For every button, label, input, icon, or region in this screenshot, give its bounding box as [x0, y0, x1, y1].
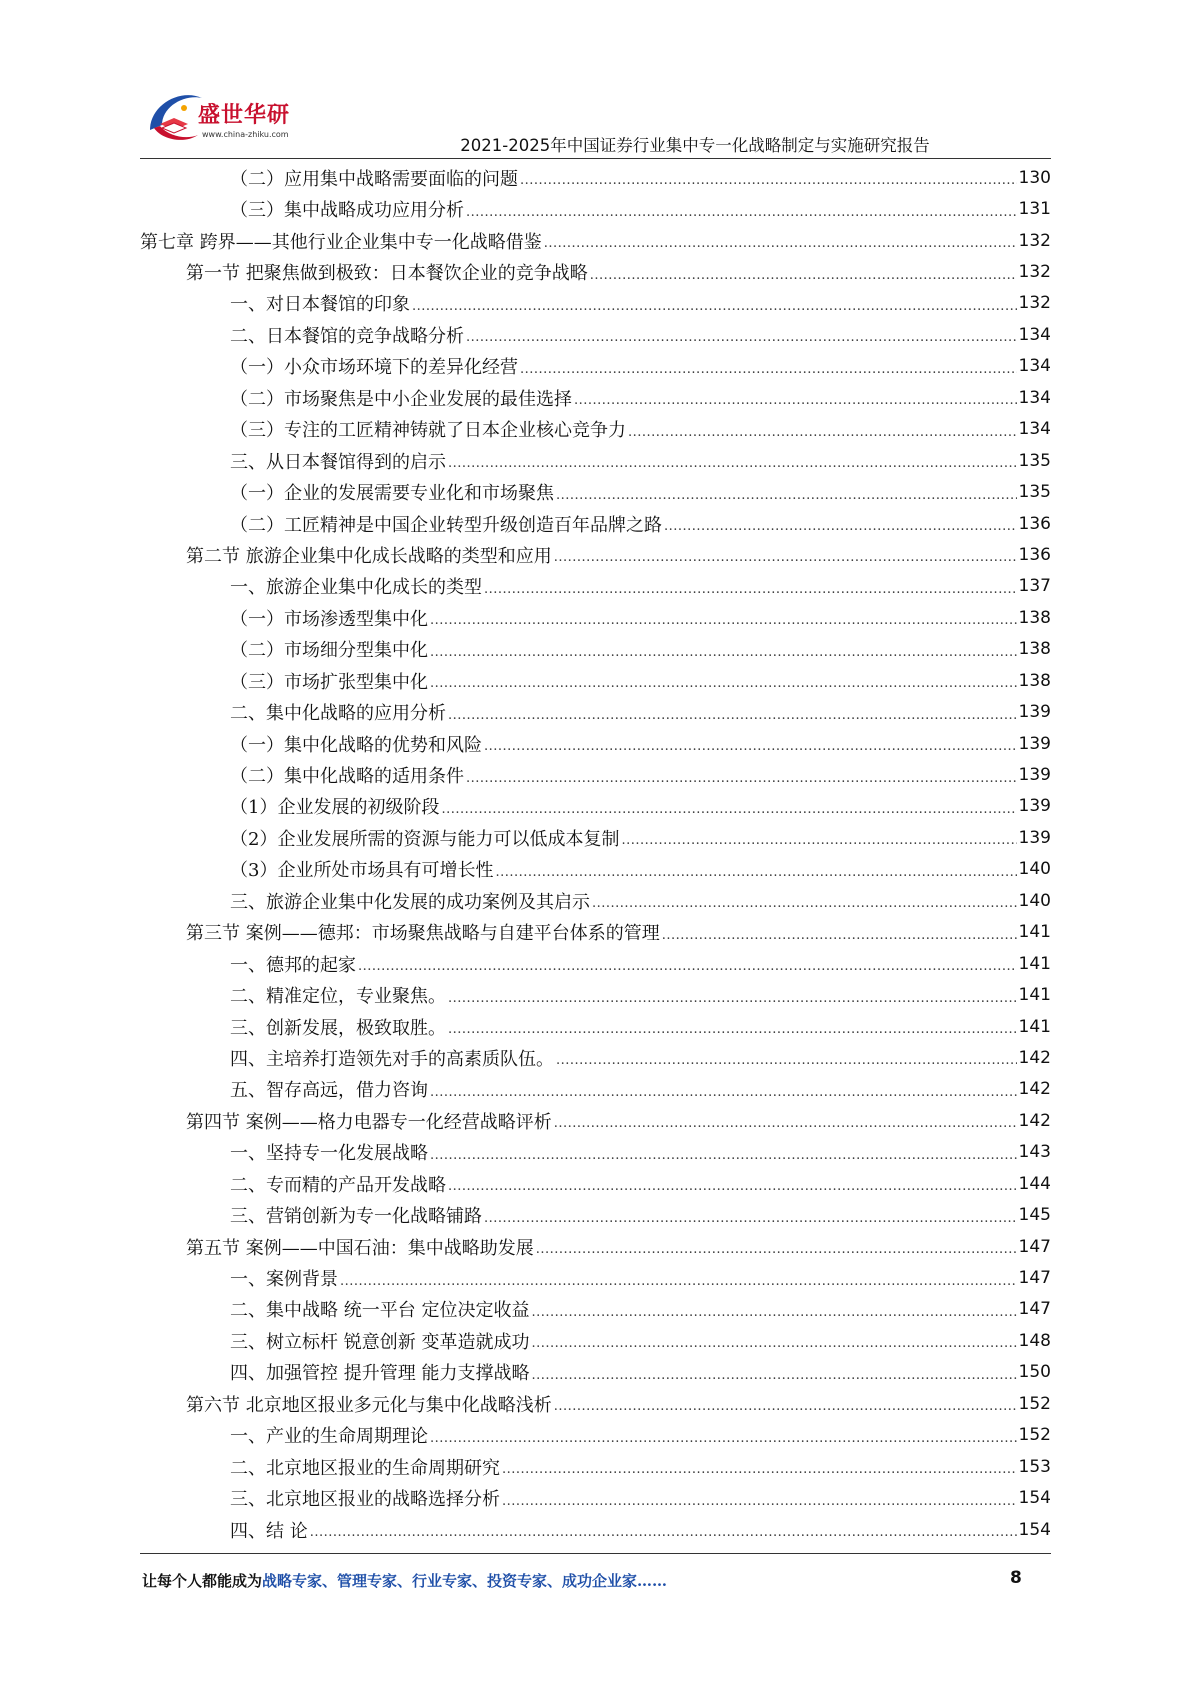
toc-entry-page: 150 — [1018, 1362, 1051, 1383]
toc-entry[interactable] — [140, 696, 1051, 727]
toc-leader-dots — [556, 488, 1017, 503]
toc-entry-page: 142 — [1018, 1110, 1051, 1131]
toc-entry[interactable] — [140, 602, 1051, 633]
toc-leader-dots — [310, 1525, 1017, 1540]
toc-leader-dots — [430, 1085, 1017, 1100]
toc-entry-page: 139 — [1018, 702, 1051, 723]
toc-entry-title: （一）市场渗透型集中化 — [230, 608, 428, 630]
toc-entry[interactable] — [140, 1074, 1051, 1105]
toc-entry-title: （三）市场扩张型集中化 — [230, 671, 428, 693]
toc-leader-dots — [448, 708, 1017, 723]
toc-entry-title: （三）集中战略成功应用分析 — [230, 200, 464, 222]
toc-entry-page: 147 — [1018, 1236, 1051, 1257]
toc-entry-title: （2）企业发展所需的资源与能力可以低成本复制 — [230, 828, 620, 850]
toc-entry-title: 一、案例背景 — [230, 1269, 338, 1291]
toc-leader-dots — [621, 833, 1016, 848]
toc-entry-page: 134 — [1018, 356, 1051, 377]
toc-leader-dots — [664, 519, 1017, 534]
toc-entry-page: 139 — [1018, 827, 1051, 848]
toc-entry[interactable] — [140, 445, 1051, 476]
toc-entry-title: 一、产业的生命周期理论 — [230, 1426, 428, 1448]
toc-entry[interactable] — [140, 1357, 1051, 1388]
toc-entry-page: 140 — [1018, 890, 1051, 911]
toc-entry[interactable] — [140, 822, 1051, 853]
toc-entry-page: 136 — [1018, 544, 1051, 565]
toc-entry-title: 四、加强管控 提升管理 能力支撑战略 — [230, 1363, 530, 1385]
toc-entry-page: 139 — [1018, 733, 1051, 754]
toc-entry[interactable] — [140, 634, 1051, 665]
toc-entry[interactable] — [140, 979, 1051, 1010]
toc-entry-page: 152 — [1018, 1425, 1051, 1446]
toc-entry[interactable] — [140, 854, 1051, 885]
toc-leader-dots — [466, 330, 1017, 345]
toc-entry-title: 三、创新发展，极致取胜。 — [230, 1017, 446, 1039]
toc-entry-title: 第一节 把聚焦做到极致：日本餐饮企业的竞争战略 — [186, 263, 588, 285]
toc-entry[interactable] — [140, 759, 1051, 790]
toc-entry-page: 141 — [1018, 922, 1051, 943]
toc-entry-title: 三、北京地区报业的战略选择分析 — [230, 1489, 500, 1511]
toc-entry-page: 145 — [1018, 1205, 1051, 1226]
toc-entry[interactable] — [140, 1388, 1051, 1419]
toc-entry[interactable] — [140, 791, 1051, 822]
toc-leader-dots — [430, 1431, 1017, 1446]
toc-entry-page: 132 — [1018, 293, 1051, 314]
toc-entry-title: 第七章 跨界——其他行业企业集中专一化战略借鉴 — [140, 231, 542, 253]
toc-entry-title: 五、智存高远，借力咨询 — [230, 1080, 428, 1102]
toc-entry-title: （一）集中化战略的优势和风险 — [230, 734, 482, 756]
toc-entry[interactable] — [140, 382, 1051, 413]
toc-leader-dots — [502, 1462, 1017, 1477]
toc-entry-page: 132 — [1018, 262, 1051, 283]
toc-entry-page: 131 — [1018, 199, 1051, 220]
toc-entry-title: 第六节 北京地区报业多元化与集中化战略浅析 — [186, 1394, 552, 1416]
toc-entry-title: 三、树立标杆 锐意创新 变革造就成功 — [230, 1331, 530, 1353]
toc-leader-dots — [554, 1399, 1017, 1414]
toc-leader-dots — [430, 676, 1017, 691]
page-number: 8 — [1010, 1568, 1022, 1588]
toc-entry[interactable] — [140, 225, 1051, 256]
toc-entry-title: （一）小众市场环境下的差异化经营 — [230, 357, 518, 379]
footer-divider — [140, 1553, 1051, 1554]
toc-entry-page: 141 — [1018, 953, 1051, 974]
toc-entry-title: 二、专而精的产品开发战略 — [230, 1174, 446, 1196]
toc-leader-dots — [484, 582, 1017, 597]
toc-entry-title: 第五节 案例——中国石油：集中战略助发展 — [186, 1237, 534, 1259]
toc-leader-dots — [536, 1242, 1017, 1257]
toc-entry-page: 138 — [1018, 670, 1051, 691]
toc-entry-title: （二）市场聚焦是中小企业发展的最佳选择 — [230, 388, 572, 410]
toc-leader-dots — [448, 1179, 1017, 1194]
toc-entry[interactable] — [140, 414, 1051, 445]
toc-leader-dots — [466, 205, 1017, 220]
toc-entry[interactable] — [140, 539, 1051, 570]
toc-leader-dots — [662, 928, 1017, 943]
toc-entry-page: 130 — [1018, 167, 1051, 188]
page-header — [0, 0, 1191, 160]
toc-leader-dots — [448, 1022, 1017, 1037]
toc-entry-title: 二、日本餐馆的竞争战略分析 — [230, 325, 464, 347]
toc-entry[interactable] — [140, 193, 1051, 224]
toc-entry-page: 154 — [1018, 1519, 1051, 1540]
toc-leader-dots — [358, 959, 1017, 974]
document-title: 2021-2025年中国证券行业集中专一化战略制定与实施研究报告 — [460, 136, 930, 155]
toc-entry-title: 四、主培养打造领先对手的高素质队伍。 — [230, 1048, 554, 1070]
toc-entry[interactable] — [140, 351, 1051, 382]
toc-entry-title: （二）集中化战略的适用条件 — [230, 766, 464, 788]
toc-entry-page: 135 — [1018, 450, 1051, 471]
toc-entry-page: 144 — [1018, 1173, 1051, 1194]
table-of-contents — [140, 162, 1051, 1545]
toc-entry-page: 143 — [1018, 1142, 1051, 1163]
toc-entry[interactable] — [140, 1105, 1051, 1136]
toc-entry-page: 142 — [1018, 1047, 1051, 1068]
toc-leader-dots — [531, 1368, 1016, 1383]
toc-leader-dots — [556, 1053, 1017, 1068]
toc-entry[interactable] — [140, 162, 1051, 193]
toc-entry-page: 132 — [1018, 230, 1051, 251]
slogan-highlight: 战略专家、管理专家、行业专家、投资专家、成功企业家…… — [262, 1572, 668, 1590]
toc-entry-title: （二）工匠精神是中国企业转型升级创造百年品牌之路 — [230, 514, 662, 536]
toc-leader-dots — [430, 613, 1017, 628]
slogan-prefix: 让每个人都能成为 — [142, 1572, 263, 1590]
toc-entry[interactable] — [140, 1231, 1051, 1262]
toc-leader-dots — [430, 1148, 1017, 1163]
toc-entry-title: 三、营销创新为专一化战略铺路 — [230, 1206, 482, 1228]
toc-entry[interactable] — [140, 1199, 1051, 1230]
toc-entry[interactable] — [140, 1420, 1051, 1451]
toc-leader-dots — [590, 268, 1017, 283]
toc-leader-dots — [441, 802, 1016, 817]
toc-entry-title: 一、坚持专一化发展战略 — [230, 1143, 428, 1165]
toc-leader-dots — [554, 550, 1017, 565]
toc-entry-page: 141 — [1018, 1016, 1051, 1037]
toc-leader-dots — [544, 236, 1017, 251]
toc-entry-title: 四、结 论 — [230, 1520, 308, 1542]
toc-entry[interactable] — [140, 1011, 1051, 1042]
toc-entry[interactable] — [140, 256, 1051, 287]
footer-slogan — [142, 1570, 667, 1591]
toc-entry-title: 二、集中化战略的应用分析 — [230, 703, 446, 725]
toc-entry-page: 134 — [1018, 419, 1051, 440]
logo-url: www.china-zhiku.com — [202, 130, 289, 139]
toc-entry-page: 138 — [1018, 607, 1051, 628]
toc-entry-page: 138 — [1018, 639, 1051, 660]
toc-leader-dots — [520, 173, 1017, 188]
toc-leader-dots — [448, 456, 1017, 471]
toc-entry-page: 136 — [1018, 513, 1051, 534]
toc-entry-title: 二、集中战略 统一平台 定位决定收益 — [230, 1300, 530, 1322]
toc-entry-page: 142 — [1018, 1079, 1051, 1100]
toc-entry-title: （二）应用集中战略需要面临的问题 — [230, 168, 518, 190]
toc-entry-title: 第二节 旅游企业集中化成长战略的类型和应用 — [186, 545, 552, 567]
toc-entry[interactable] — [140, 288, 1051, 319]
toc-entry-page: 139 — [1018, 796, 1051, 817]
toc-entry[interactable] — [140, 1168, 1051, 1199]
toc-leader-dots — [340, 1274, 1017, 1289]
toc-entry-title: 一、德邦的起家 — [230, 954, 356, 976]
toc-entry-page: 153 — [1018, 1456, 1051, 1477]
toc-entry-title: 一、对日本餐馆的印象 — [230, 294, 410, 316]
toc-entry-title: （三）专注的工匠精神铸就了日本企业核心竞争力 — [230, 420, 626, 442]
toc-leader-dots — [531, 1305, 1016, 1320]
toc-entry[interactable] — [140, 1482, 1051, 1513]
toc-entry[interactable] — [140, 1451, 1051, 1482]
toc-entry-title: （二）市场细分型集中化 — [230, 640, 428, 662]
toc-entry[interactable] — [140, 508, 1051, 539]
toc-entry-title: （3）企业所处市场具有可增长性 — [230, 860, 494, 882]
toc-entry[interactable] — [140, 728, 1051, 759]
toc-entry-title: 三、旅游企业集中化发展的成功案例及其启示 — [230, 891, 590, 913]
toc-entry[interactable] — [140, 1137, 1051, 1168]
logo-text: 盛世华研 — [198, 103, 291, 128]
toc-entry-page: 135 — [1018, 482, 1051, 503]
toc-leader-dots — [554, 1116, 1017, 1131]
toc-entry-title: 二、精准定位，专业聚焦。 — [230, 986, 446, 1008]
toc-entry[interactable] — [140, 1042, 1051, 1073]
toc-entry-page: 134 — [1018, 324, 1051, 345]
toc-leader-dots — [448, 991, 1017, 1006]
toc-leader-dots — [430, 645, 1017, 660]
toc-entry[interactable] — [140, 1514, 1051, 1545]
toc-entry-title: 第四节 案例——格力电器专一化经营战略评析 — [186, 1111, 552, 1133]
toc-leader-dots — [592, 896, 1017, 911]
toc-entry-page: 147 — [1018, 1268, 1051, 1289]
toc-entry-title: 一、旅游企业集中化成长的类型 — [230, 577, 482, 599]
toc-entry-page: 147 — [1018, 1299, 1051, 1320]
toc-entry-page: 137 — [1018, 576, 1051, 597]
toc-leader-dots — [520, 362, 1017, 377]
toc-entry[interactable] — [140, 1262, 1051, 1293]
toc-entry[interactable] — [140, 1325, 1051, 1356]
toc-leader-dots — [484, 739, 1017, 754]
toc-entry[interactable] — [140, 1294, 1051, 1325]
toc-leader-dots — [495, 865, 1016, 880]
toc-entry[interactable] — [140, 917, 1051, 948]
toc-leader-dots — [531, 1336, 1016, 1351]
toc-leader-dots — [502, 1494, 1017, 1509]
toc-entry-title: 二、北京地区报业的生命周期研究 — [230, 1457, 500, 1479]
toc-leader-dots — [574, 393, 1017, 408]
toc-entry-title: （一）企业的发展需要专业化和市场聚焦 — [230, 483, 554, 505]
toc-entry-page: 141 — [1018, 985, 1051, 1006]
toc-entry-title: 三、从日本餐馆得到的启示 — [230, 451, 446, 473]
toc-leader-dots — [484, 1211, 1017, 1226]
toc-entry[interactable] — [140, 476, 1051, 507]
toc-entry[interactable] — [140, 885, 1051, 916]
toc-leader-dots — [412, 299, 1017, 314]
toc-entry-title: （1）企业发展的初级阶段 — [230, 797, 440, 819]
toc-entry[interactable] — [140, 571, 1051, 602]
toc-entry-page: 139 — [1018, 765, 1051, 786]
toc-entry-page: 148 — [1018, 1330, 1051, 1351]
toc-entry-page: 154 — [1018, 1488, 1051, 1509]
toc-entry-page: 140 — [1018, 859, 1051, 880]
toc-entry-page: 134 — [1018, 387, 1051, 408]
toc-leader-dots — [628, 425, 1017, 440]
toc-entry[interactable] — [140, 948, 1051, 979]
toc-entry[interactable] — [140, 665, 1051, 696]
toc-entry-page: 152 — [1018, 1393, 1051, 1414]
header-divider — [140, 158, 1051, 159]
toc-leader-dots — [466, 771, 1017, 786]
toc-entry[interactable] — [140, 319, 1051, 350]
toc-entry-title: 第三节 案例——德邦：市场聚焦战略与自建平台体系的管理 — [186, 923, 660, 945]
